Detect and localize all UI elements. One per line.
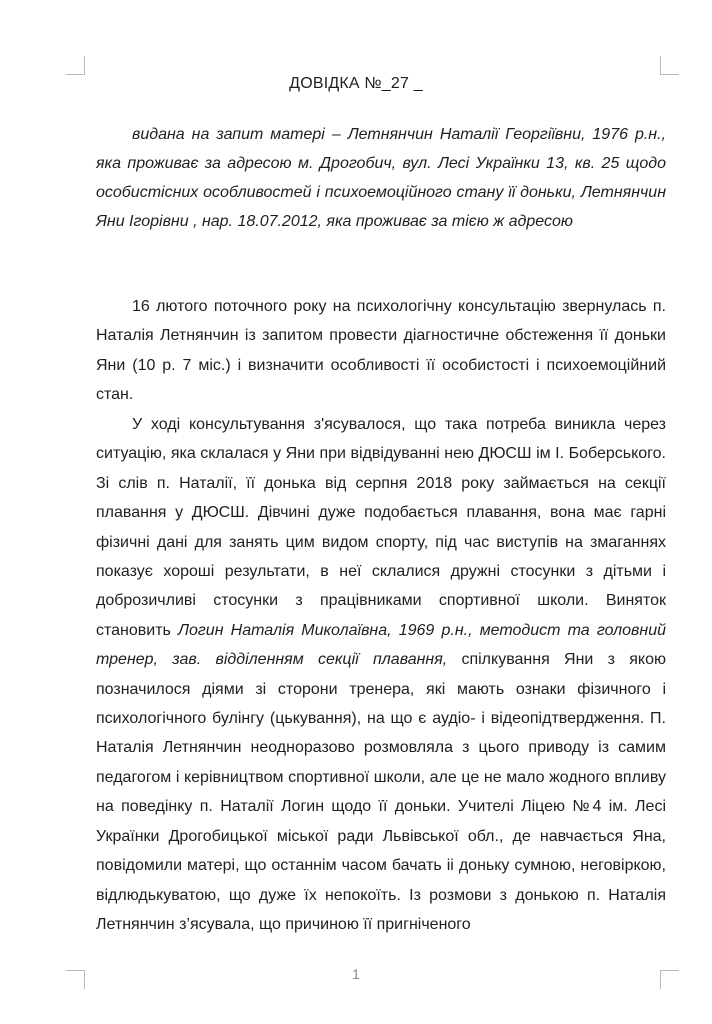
intro-text: видана на запит матері – Летнянчин Наталії Георгіївни, 1976 р.н., яка проживає за адресою м. Дрогобич, вул. Лесі Українки 13, кв. 25 щодо особистісних особливостей і психоемоційного стану її доньки, Летнянчин Яни Ігорівни , нар. 18.07.2012, яка проживає за тією ж адресою — [96, 126, 666, 230]
paragraph-2-text-end: спілкування Яни з якою позначилося діями зі сторони тренера, які мають ознаки фізичного і психологічного булінгу (цькування), на що є аудіо- і відеопідтвердження. П. Наталія Летнянчин неодноразово розмовляла з цього приводу із самим педагогом і керівництвом спортивної школи, але це не мало жодного впливу на поведінку п. Наталії Логин щодо її доньки. Учителі Ліцею №4 ім. Лесі Українки Дрогобицької міської ради Львівської обл., де навчається Яна, повідомили матері, що останнім часом бачать іі доньку сумною, неговіркою, відлюдькуватою, що дуже їх непокоїть. Із розмови з донькою п. Наталія Летнянчин з’ясувала, що причиною її пригніченого — [96, 651, 666, 933]
paragraph-1-text: 16 лютого поточного року на психологічну консультацію звернулась п. Наталія Летнянчин із запитом провести діагностичне обстеження її доньки Яни (10 р. 7 міс.) і визначити особливості її особистості і психоемоційний стан. — [96, 298, 666, 404]
paragraph-1 — [96, 292, 666, 410]
paragraph-2 — [96, 410, 666, 939]
page-corner-mark-top-right — [660, 56, 679, 75]
intro-paragraph — [96, 120, 666, 236]
page-corner-mark-top-left — [66, 56, 85, 75]
page-number: 1 — [352, 966, 360, 982]
paragraph-2-italic-text: Логин Наталія Миколаївна, 1969 р.н., методист та головний тренер, зав. відділенням секції плавання, — [96, 621, 666, 669]
document-title: ДОВІДКА №_27 _ — [289, 75, 423, 92]
paragraph-2-text-start: У ході консультування з'ясувалося, що така потреба виникла через ситуацію, яка склалася у Яни при відвідуванні нею ДЮСШ ім І. Боберського. Зі слів п. Наталії, її донька від серпня 2018 року займається на секції плавання у ДЮСШ. Дівчині дуже подобається плавання, вона має гарні фізичні дані для занять цим видом спорту, під час виступів на змаганнях показує хороші результати, в неї склалися дружні стосунки з дітьми і доброзичливі стосунки з працівниками спортивної школи. Виняток становить — [96, 416, 666, 639]
